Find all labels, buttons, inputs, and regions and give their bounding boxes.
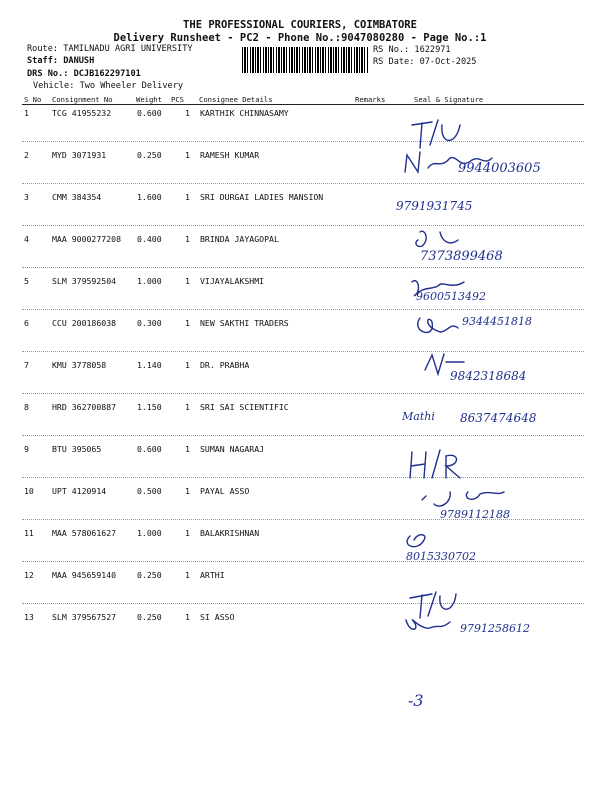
row-sno: 10 — [24, 486, 34, 496]
sig-note: -3 — [408, 691, 424, 710]
row-weight: 1.000 — [137, 528, 162, 538]
row-sno: 11 — [24, 528, 34, 538]
row-consignment-no: CCU 200186038 — [52, 318, 117, 328]
col-sno: S No — [24, 95, 42, 104]
row-weight: 1.140 — [137, 360, 162, 370]
row-consignee: ARTHI — [200, 570, 225, 580]
row-pcs: 1 — [185, 402, 190, 412]
col-consignment: Consignment No — [52, 95, 113, 104]
row-pcs: 1 — [185, 360, 190, 370]
row-consignment-no: MAA 578061627 — [52, 528, 117, 538]
row-consignment-no: MAA 945659140 — [52, 570, 117, 580]
row-sno: 2 — [24, 150, 29, 160]
runsheet-subtitle: Delivery Runsheet - PC2 - Phone No.:9047080280 - Page No.:1 — [113, 32, 487, 44]
sig-note: 8015330702 — [406, 550, 476, 563]
row-sno: 13 — [24, 612, 34, 622]
sig-note: 9944003605 — [458, 161, 541, 176]
row-consignee: BALAKRISHNAN — [200, 528, 260, 538]
row-sno: 7 — [24, 360, 29, 370]
col-pcs: PCS — [171, 95, 184, 104]
row-consignment-no: TCG 41955232 — [52, 108, 112, 118]
barcode-image — [242, 47, 368, 73]
row-pcs: 1 — [185, 612, 190, 622]
row-pcs: 1 — [185, 318, 190, 328]
handwritten-signatures — [380, 100, 600, 800]
row-sno: 1 — [24, 108, 29, 118]
row-weight: 1.600 — [137, 192, 162, 202]
row-consignee: BRINDA JAYAGOPAL — [200, 234, 279, 244]
row-weight: 0.250 — [137, 570, 162, 580]
row-pcs: 1 — [185, 570, 190, 580]
rs-number: RS No.: 1622971 — [373, 45, 451, 55]
sig-note: 9789112188 — [440, 508, 510, 521]
sig-note: 7373899468 — [420, 249, 503, 264]
row-consignment-no: KMU 3778058 — [52, 360, 107, 370]
row-consignment-no: HRD 362700887 — [52, 402, 117, 412]
row-pcs: 1 — [185, 528, 190, 538]
row-sno: 8 — [24, 402, 29, 412]
row-weight: 1.000 — [137, 276, 162, 286]
row-consignment-no: BTU 395065 — [52, 444, 102, 454]
row-pcs: 1 — [185, 444, 190, 454]
row-pcs: 1 — [185, 276, 190, 286]
row-weight: 0.400 — [137, 234, 162, 244]
row-weight: 1.150 — [137, 402, 162, 412]
row-consignment-no: CMM 384354 — [52, 192, 102, 202]
row-consignee: SI ASSO — [200, 612, 235, 622]
row-consignee: PAYAL ASSO — [200, 486, 250, 496]
sig-note: 9344451818 — [462, 315, 532, 328]
col-weight: Weight — [136, 95, 162, 104]
row-pcs: 1 — [185, 108, 190, 118]
row-sno: 5 — [24, 276, 29, 286]
row-sno: 6 — [24, 318, 29, 328]
row-pcs: 1 — [185, 486, 190, 496]
vehicle-label: Vehicle: Two Wheeler Delivery — [33, 81, 184, 91]
row-weight: 0.250 — [137, 612, 162, 622]
row-weight: 0.600 — [137, 444, 162, 454]
row-weight: 0.250 — [137, 150, 162, 160]
row-weight: 0.300 — [137, 318, 162, 328]
row-sno: 4 — [24, 234, 29, 244]
route-label: Route: TAMILNADU AGRI UNIVERSITY — [27, 44, 193, 54]
row-consignee: NEW SAKTHI TRADERS — [200, 318, 289, 328]
row-pcs: 1 — [185, 150, 190, 160]
sig-note: 9791258612 — [460, 622, 530, 635]
row-consignee: SRI SAI SCIENTIFIC — [200, 402, 289, 412]
sig-note: Mathi — [402, 410, 435, 423]
row-consignment-no: SLM 379592504 — [52, 276, 117, 286]
rs-date: RS Date: 07-Oct-2025 — [373, 57, 477, 67]
col-consignee: Consignee Details — [199, 95, 273, 104]
row-consignee: SRI DURGAI LADIES MANSION — [200, 192, 324, 202]
row-consignment-no: MYD 3071931 — [52, 150, 107, 160]
row-consignee: VIJAYALAKSHMI — [200, 276, 265, 286]
col-remarks: Remarks — [355, 95, 386, 104]
sig-note: 9842318684 — [450, 369, 527, 383]
row-consignment-no: SLM 379567527 — [52, 612, 117, 622]
sig-note: 9600513492 — [416, 290, 486, 303]
row-consignee: KARTHIK CHINNASAMY — [200, 108, 289, 118]
company-title: THE PROFESSIONAL COURIERS, COIMBATORE — [183, 19, 417, 31]
row-consignee: RAMESH KUMAR — [200, 150, 260, 160]
sig-note: 8637474648 — [460, 411, 537, 425]
row-consignee: DR. PRABHA — [200, 360, 250, 370]
row-sno: 9 — [24, 444, 29, 454]
row-consignee: SUMAN NAGARAJ — [200, 444, 265, 454]
drs-number: DRS No.: DCJB162297101 — [27, 69, 141, 79]
row-consignment-no: UPT 4120914 — [52, 486, 107, 496]
row-sno: 3 — [24, 192, 29, 202]
row-pcs: 1 — [185, 234, 190, 244]
row-consignment-no: MAA 9000277208 — [52, 234, 122, 244]
row-weight: 0.600 — [137, 108, 162, 118]
row-sno: 12 — [24, 570, 34, 580]
row-pcs: 1 — [185, 192, 190, 202]
col-seal-signature: Seal & Signature — [414, 95, 484, 104]
staff-label: Staff: DANUSH — [27, 56, 95, 66]
row-weight: 0.500 — [137, 486, 162, 496]
sig-note: 9791931745 — [396, 199, 473, 213]
